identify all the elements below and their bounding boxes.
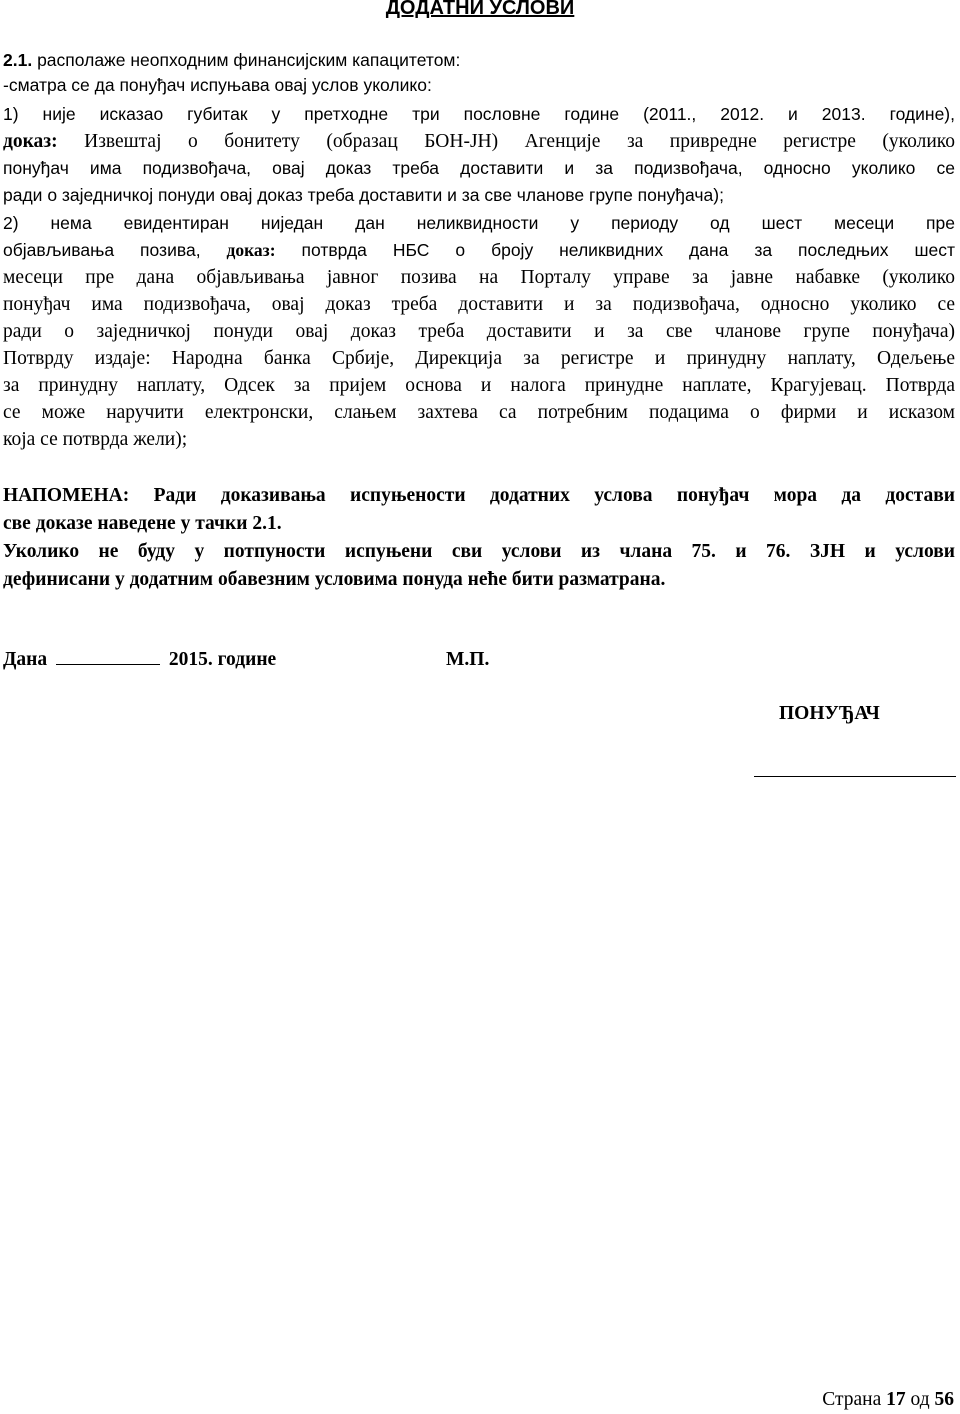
- item2-line2: [3, 237, 955, 264]
- date-label: Дана: [3, 649, 48, 670]
- item2-line2-start: објављивања позива,: [3, 240, 227, 260]
- condition-item-2-continued: [3, 264, 955, 453]
- section-heading: [3, 48, 955, 73]
- item2-line4: понуђач има подизвођача, овај доказ треба доставити и за подизвођача, односно уколико се: [3, 294, 955, 315]
- bidder-label: ПОНУЂАЧ: [779, 703, 880, 724]
- condition-item-1: [3, 101, 955, 209]
- item1-line3: понуђач има подизвођача, овај доказ треба доставити и за подизвођача, односно уколико се: [3, 158, 955, 178]
- note-block: [3, 482, 955, 594]
- item2-line8: се може наручити електронски, слањем захтева са потребним подацима о фирми и исказом: [3, 402, 955, 423]
- note-line4: дефинисани у додатним обавезним условима понуда неће бити разматрана.: [3, 569, 666, 590]
- item1-line4: ради о заједничкој понуди овај доказ треба доставити и за све чланове групе понуђача);: [3, 185, 724, 205]
- item1-line1: 1) није исказао губитак у претходне три пословне године (2011., 2012. и 2013. године),: [3, 104, 955, 124]
- condition-item-2: [3, 210, 955, 264]
- page-prefix: Страна: [822, 1389, 887, 1410]
- condition-intro: -сматра се да понуђач испуњава овај услов уколико:: [3, 75, 432, 95]
- year-text: 2015. године: [168, 649, 277, 670]
- note-line1: НАПОМЕНА: Ради доказивања испуњености додатних услова понуђач мора да достави: [3, 485, 955, 506]
- item2-proof-label: доказ:: [226, 240, 276, 260]
- item2-line1: 2) нема евидентиран ниједан дан неликвидности у периоду од шест месеци пре: [3, 213, 955, 233]
- page-number: 17: [886, 1389, 906, 1410]
- note-line2: све доказе наведене у тачки 2.1.: [3, 513, 282, 534]
- item1-line2-text: Извештај о бонитету (образац БОН-ЈН) Агенције за привредне регистре (уколико: [57, 131, 955, 152]
- section-text: располаже неопходним финансијским капацитетом:: [32, 50, 461, 70]
- section-2-1: [3, 48, 955, 98]
- item2-line7: за принудну наплату, Одсек за пријем основа и налога принудне наплате, Крагујевац. Потврда: [3, 375, 955, 396]
- date-row: [3, 646, 276, 674]
- item2-line2-text: потврда НБС о броју неликвидних дана за последњих шест: [275, 240, 955, 260]
- page-total: 56: [934, 1389, 954, 1410]
- note-line3: Уколико не буду у потпуности испуњени сви услови из члана 75. и 76. ЗЈН и услови: [3, 541, 955, 562]
- item2-line9: која се потврда жели);: [3, 429, 188, 450]
- page-title: ДОДАТНИ УСЛОВИ: [385, 0, 575, 19]
- section-number: 2.1.: [3, 50, 33, 70]
- item2-line3: месеци пре дана објављивања јавног позива на Порталу управе за јавне набавке (уколико: [3, 267, 955, 288]
- item2-line6: Потврду издаје: Народна банка Србије, Дирекција за регистре и принудну наплату, Одељење: [3, 348, 955, 369]
- item1-proof-label: доказ:: [3, 131, 58, 152]
- page-footer: [822, 1386, 954, 1414]
- stamp-label: М.П.: [446, 649, 490, 670]
- date-blank-line: [56, 646, 160, 665]
- item2-line5: ради о заједничкој понуди овај доказ треба доставити и за све чланове групе понуђача): [3, 321, 955, 342]
- page-of: од: [905, 1389, 935, 1410]
- signature-line: [754, 776, 956, 777]
- item1-line2: [3, 128, 955, 155]
